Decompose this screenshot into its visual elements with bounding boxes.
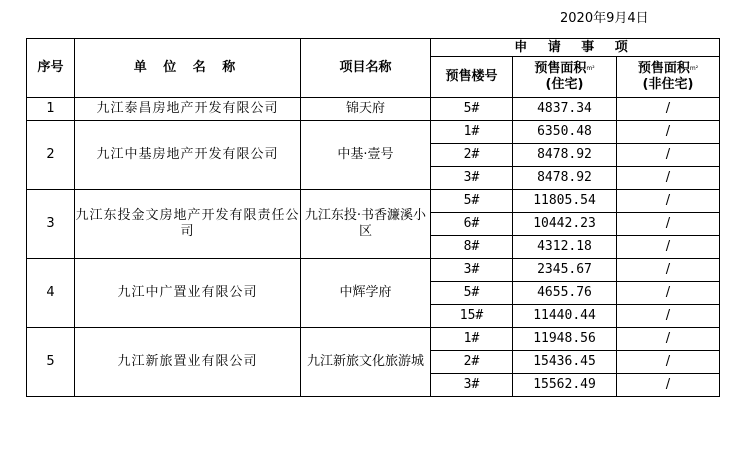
cell-building: 15#	[431, 305, 513, 328]
cell-building: 5#	[431, 98, 513, 121]
table-row	[27, 190, 720, 213]
header-area-nonresidential	[617, 57, 720, 98]
cell-area-residential: 4312.18	[513, 236, 617, 259]
cell-area-residential: 15436.45	[513, 351, 617, 374]
cell-building: 5#	[431, 190, 513, 213]
cell-area-nonresidential: /	[617, 190, 720, 213]
cell-company: 九江泰昌房地产开发有限公司	[75, 98, 301, 121]
cell-area-nonresidential: /	[617, 374, 720, 397]
table-row	[27, 328, 720, 351]
unit-sup: m²	[586, 65, 595, 72]
cell-area-nonresidential: /	[617, 98, 720, 121]
cell-area-residential: 11440.44	[513, 305, 617, 328]
header-area-residential	[513, 57, 617, 98]
header-building: 预售楼号	[431, 57, 513, 98]
cell-area-residential: 2345.67	[513, 259, 617, 282]
cell-seq: 4	[27, 259, 75, 328]
cell-project: 中基·壹号	[301, 121, 431, 190]
cell-building: 3#	[431, 167, 513, 190]
header-area-nonresidential-label: 预售面积	[637, 61, 690, 76]
cell-seq: 3	[27, 190, 75, 259]
cell-area-nonresidential: /	[617, 121, 720, 144]
table-row	[27, 98, 720, 121]
cell-company: 九江中基房地产开发有限公司	[75, 121, 301, 190]
header-area-residential-unit: (住宅)	[545, 77, 584, 92]
cell-seq: 5	[27, 328, 75, 397]
header-seq: 序号	[27, 39, 75, 98]
cell-building: 2#	[431, 351, 513, 374]
table-row	[27, 121, 720, 144]
header-unit-name: 单 位 名 称	[75, 39, 301, 98]
presale-table	[26, 38, 720, 397]
header-area-residential-label: 预售面积	[534, 61, 587, 76]
cell-project: 中辉学府	[301, 259, 431, 328]
cell-area-residential: 11948.56	[513, 328, 617, 351]
cell-seq: 1	[27, 98, 75, 121]
table-body	[27, 98, 720, 397]
cell-project: 九江东投·书香濂溪小区	[301, 190, 431, 259]
cell-building: 3#	[431, 259, 513, 282]
cell-area-residential: 4837.34	[513, 98, 617, 121]
cell-area-nonresidential: /	[617, 259, 720, 282]
cell-area-nonresidential: /	[617, 282, 720, 305]
cell-building: 2#	[431, 144, 513, 167]
cell-area-nonresidential: /	[617, 144, 720, 167]
cell-area-nonresidential: /	[617, 305, 720, 328]
cell-area-nonresidential: /	[617, 236, 720, 259]
cell-area-residential: 4655.76	[513, 282, 617, 305]
unit-sup: m²	[689, 65, 699, 72]
header-area-nonresidential-unit: (非住宅)	[642, 77, 694, 92]
header-apply-items: 申 请 事 项	[431, 39, 720, 57]
cell-area-residential: 10442.23	[513, 213, 617, 236]
cell-project: 锦天府	[301, 98, 431, 121]
cell-building: 6#	[431, 213, 513, 236]
cell-building: 5#	[431, 282, 513, 305]
cell-company: 九江中广置业有限公司	[75, 259, 301, 328]
cell-building: 1#	[431, 328, 513, 351]
cell-area-residential: 11805.54	[513, 190, 617, 213]
cell-area-residential: 8478.92	[513, 144, 617, 167]
cell-area-nonresidential: /	[617, 213, 720, 236]
cell-area-nonresidential: /	[617, 328, 720, 351]
cell-building: 3#	[431, 374, 513, 397]
cell-company: 九江东投金文房地产开发有限责任公司	[75, 190, 301, 259]
cell-area-residential: 6350.48	[513, 121, 617, 144]
header-project-name: 项目名称	[301, 39, 431, 98]
cell-area-nonresidential: /	[617, 351, 720, 374]
cell-company: 九江新旅置业有限公司	[75, 328, 301, 397]
cell-project: 九江新旅文化旅游城	[301, 328, 431, 397]
cell-building: 8#	[431, 236, 513, 259]
cell-area-residential: 15562.49	[513, 374, 617, 397]
cell-seq: 2	[27, 121, 75, 190]
document-date: 2020年9月4日	[560, 11, 649, 26]
cell-area-residential: 8478.92	[513, 167, 617, 190]
cell-area-nonresidential: /	[617, 167, 720, 190]
cell-building: 1#	[431, 121, 513, 144]
table-row	[27, 259, 720, 282]
